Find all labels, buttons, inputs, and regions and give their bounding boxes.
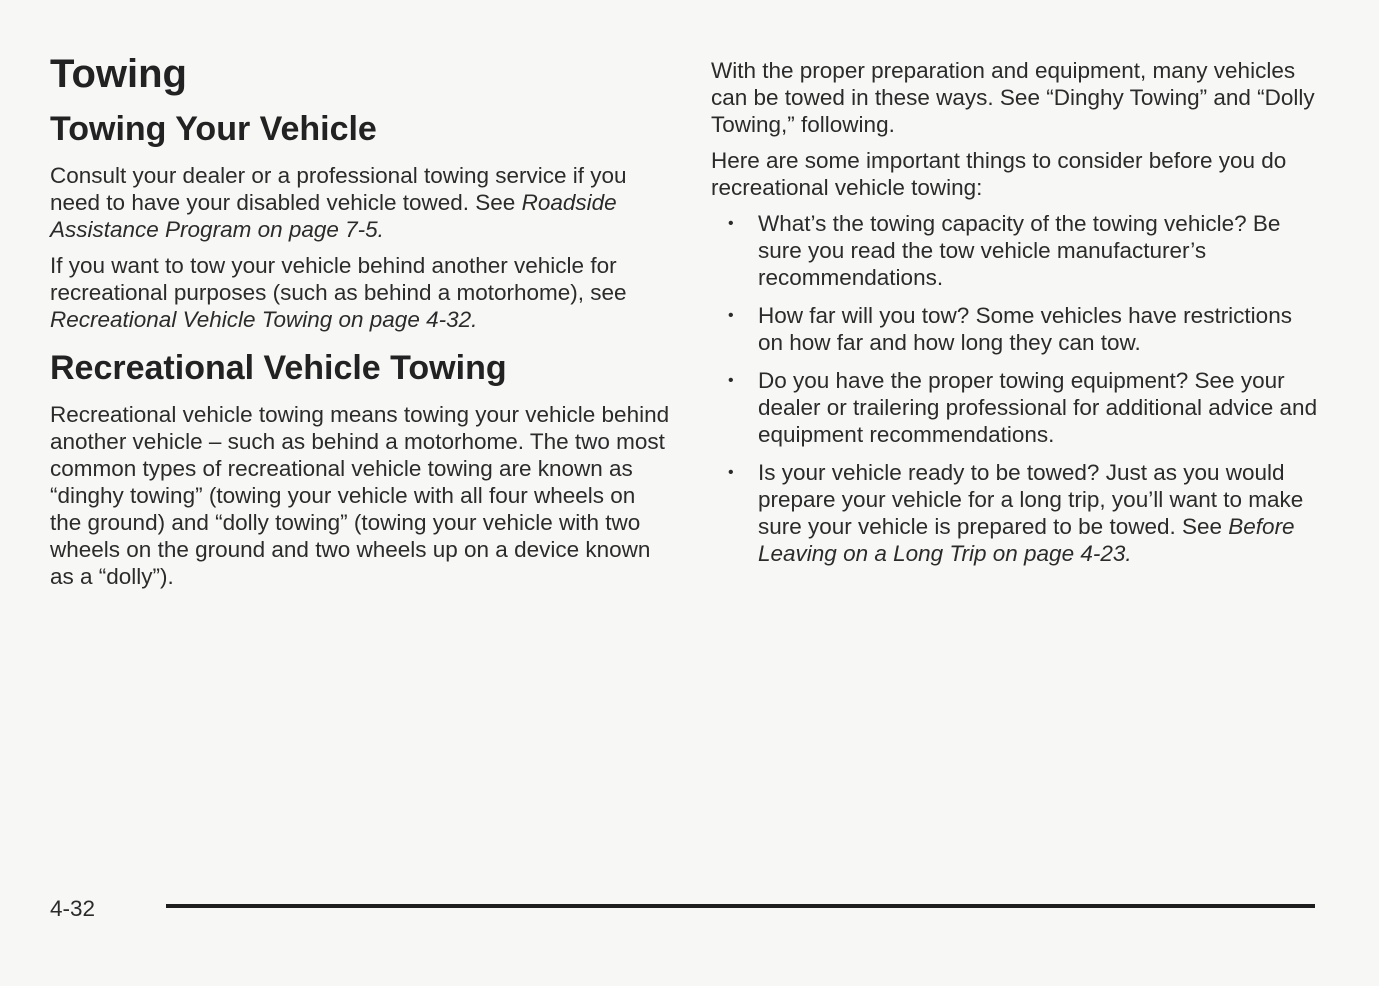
- bullet-icon: •: [728, 372, 734, 389]
- paragraph-considerations-intro: Here are some important things to consider before you do recreational vehicle towing:: [711, 148, 1287, 200]
- paragraph-consult-dealer: [50, 162, 670, 243]
- bullet-icon: •: [728, 464, 734, 481]
- list-item-towing-capacity: [711, 210, 1321, 291]
- footer-rule: [166, 904, 1315, 908]
- list-item-text: Do you have the proper towing equipment? See your dealer or trailering professional for additional advice and equipment recommendations.: [758, 368, 1318, 447]
- paragraph-preparation: With the proper preparation and equipment, many vehicles can be towed in these ways. See “Dinghy Towing” and “Dolly Towing,” following.: [711, 58, 1315, 137]
- page-number: 4-32: [50, 896, 96, 921]
- bullet-icon: •: [728, 215, 734, 232]
- considerations-list: [711, 210, 1321, 567]
- page-title: Towing: [50, 52, 187, 96]
- list-item-text: How far will you tow? Some vehicles have restrictions on how far and how long they can tow.: [758, 303, 1292, 355]
- paragraph-recreational-purposes: [50, 252, 670, 333]
- list-item-vehicle-ready: [711, 459, 1321, 567]
- paragraph-recreational-definition: Recreational vehicle towing means towing your vehicle behind another vehicle – such as behind a motorhome. The two most common types of recreational vehicle towing are known as “dinghy towing” (towing your vehicle with all four wheels on the ground) and “dolly towing” (towing your vehicle with two wheels on the ground and two wheels up on a device known as a “dolly”).: [50, 402, 670, 589]
- right-column: [711, 57, 1321, 578]
- bullet-icon: •: [728, 307, 734, 324]
- paragraph-text: If you want to tow your vehicle behind another vehicle for recreational purposes (such as behind a motorhome), see: [50, 253, 627, 305]
- left-column: [50, 50, 670, 599]
- section-heading-recreational-vehicle-towing: Recreational Vehicle Towing: [50, 349, 507, 387]
- list-item-text: What’s the towing capacity of the towing vehicle? Be sure you read the tow vehicle manufacturer’s recommendations.: [758, 211, 1281, 290]
- list-item-text: Is your vehicle ready to be towed? Just as you would prepare your vehicle for a long trip, you’ll want to make sure your vehicle is prepared to be towed. See: [758, 460, 1304, 539]
- section-heading-towing-your-vehicle: Towing Your Vehicle: [50, 110, 377, 148]
- cross-reference-recreational-towing[interactable]: Recreational Vehicle Towing on page 4-32.: [50, 307, 478, 332]
- list-item-towing-equipment: [711, 367, 1321, 448]
- paragraph-text: Consult your dealer or a professional towing service if you need to have your disabled vehicle towed. See: [50, 163, 627, 215]
- cross-reference-long-trip[interactable]: Before Leaving on a Long Trip on page 4-23.: [758, 514, 1295, 566]
- cross-reference-roadside-assistance[interactable]: Roadside Assistance Program on page 7-5.: [50, 190, 617, 242]
- list-item-tow-distance: [711, 302, 1321, 356]
